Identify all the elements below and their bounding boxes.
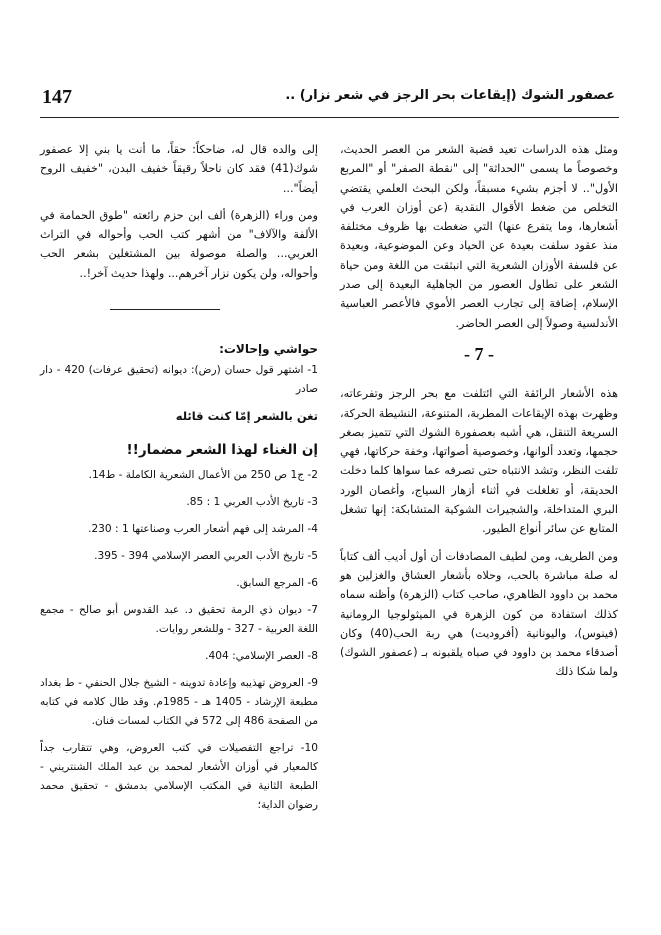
left-column: [40, 140, 318, 823]
footnote: 7- ديوان ذي الرمة تحقيق د. عبد القدوس أبو صالح - مجمع اللغة العربية - 327 - وللشعر روايات.: [40, 603, 318, 635]
paragraph: ومثل هذه الدراسات تعيد قضية الشعر من العصر الحديث، وخصوصاً ما يسمى "الحداثة" إلى "نقطة الصفر" أو "المربع الأول".. لا أجزم بشيء مسبقاً، ولكن البحث العلمي يقتضي التخلص من ضغط الأقوال النقدية (عن أوزان العرب في أشعارها، وما يتفرع عنها) التي ضغطت بها ظروف مختلفة منذ عقود سلفت بعيدة عن الحياد وعن الموضوعية، وبعيدة عن فلسفة الأوزان الشعرية التي انبثقت من اللغة ومن حياة الشعر على تطاول العصور من الجاهلية البعيدة إلى صدر الإسلام، إضافة إلى تجارب العصر الأموي فالأعصر العباسية الأندلسية وصولاً إلى العصر الحاضر.: [340, 143, 618, 330]
footnote: 3- تاريخ الأدب العربي 1 : 85.: [186, 495, 318, 508]
footnote: 8- العصر الإسلامي: 404.: [205, 649, 318, 662]
footnote-divider: [110, 309, 220, 310]
section-number: - 7 -: [464, 343, 494, 364]
footnote: 6- المرجع السابق.: [236, 576, 318, 589]
notes-heading: حواشي وإحالات:: [219, 342, 318, 357]
poem-verse-first: تغن بالشعر إمّا كنت قائله: [175, 409, 318, 424]
footnote: 2- ج1 ص 250 من الأعمال الشعرية الكاملة - ط14.: [88, 468, 318, 481]
paragraph: إلى والده قال له، ضاحكاً: حقاً، ما أنت يا بني إلا عصفور شوك(41) فقد كان ناحلاً رقيقاً خفيف البدن، "خفيف الروح أيضاً"...: [40, 143, 318, 195]
paragraph: ومن وراء (الزهرة) ألف ابن حزم رائعته "طوق الحمامة في الألفة والآلاف" من أشهر كتب الحب وأحواله في التراث العربي... والصلة موصولة بين المشتغلين بشعر الحب وأحواله، ولن يكون نزار آخرهم... ولهذا حديث آخر!..: [40, 208, 318, 280]
poem-verse-second: إن الغناء لهذا الشعر مضمار!!: [126, 441, 318, 458]
page-number: 147: [42, 86, 72, 108]
footnote: 5- تاريخ الأدب العربي العصر الإسلامي 394 - 395.: [94, 549, 318, 562]
paragraph: هذه الأشعار الرائقة التي ائتلفت مع بحر الرجز وتفرعاته، وظهرت بهذه الإيقاعات المطربة، المتنوعة، النشيطة الحركة، السريعة التنقل، هي أشبه بعصفورة الشوك التي تتميز بصغر حجمها، وتعدد ألوانها، وخصوصية أصواتها، وخفة حركاتها، فهي تلفت النظر، وتشد الانتباه حتى تصرفه عما سواها كلما دخلت الحديقة، أو تغلغلت في أثناء أزهار السياج، وأغصان الورد البري المتداخلة، والشجيرات الشوكية المتشابكة: إنها تشغل المتابع عن سائر أنواع الطيور.: [340, 387, 618, 536]
footnote: 9- العروض تهذيبه وإعادة تدوينه - الشيخ جلال الحنفي - ط بغداد مطبعة الإرشاد - 1405 هـ - 1985م. وقد طال كلامه في كتابه من الصفحة 486 إلى 572 في الكتاب لمسات فنان.: [40, 676, 318, 727]
footnote: 10- تراجع التفصيلات في كتب العروض، وهي تتقارب جداً كالمعيار في أوزان الأشعار لمحمد بن عبد الملك الشنتريني - الطبعة الثانية في المكتب الإسلامي بدمشق - تحقيق محمد رضوان الداية؛: [40, 741, 318, 811]
right-column: [340, 140, 618, 690]
footnote: 1- اشتهر قول حسان (رض): ديوانه (تحقيق عرفات) 420 - دار صادر: [40, 364, 318, 396]
footnote: 4- المرشد إلى فهم أشعار العرب وصناعتها 1 : 230.: [88, 522, 318, 535]
running-title: عصفور الشوك (إيقاعات بحر الرجز في شعر نزار) ..: [285, 88, 615, 103]
header-rule: [40, 117, 619, 118]
paragraph: ومن الطريف، ومن لطيف المصادفات أن أول أديب ألف كتاباً له صلة مباشرة بالحب، وحلاه بأشعار العشاق والغزلين هو محمد بن داوود الظاهري، صاحب كتاب (الزهرة) وأظنه سماه كذلك استفادة من كون الزهرة في الميثولوجيا الرومانية (فينوس)، واليونانية (أفروديت) هي ربة الحب(40) وكان أصدقاء محمد بن داوود في صباه يلقبونه بـ (عصفور الشوك) ولما شكا ذلك: [340, 549, 618, 679]
